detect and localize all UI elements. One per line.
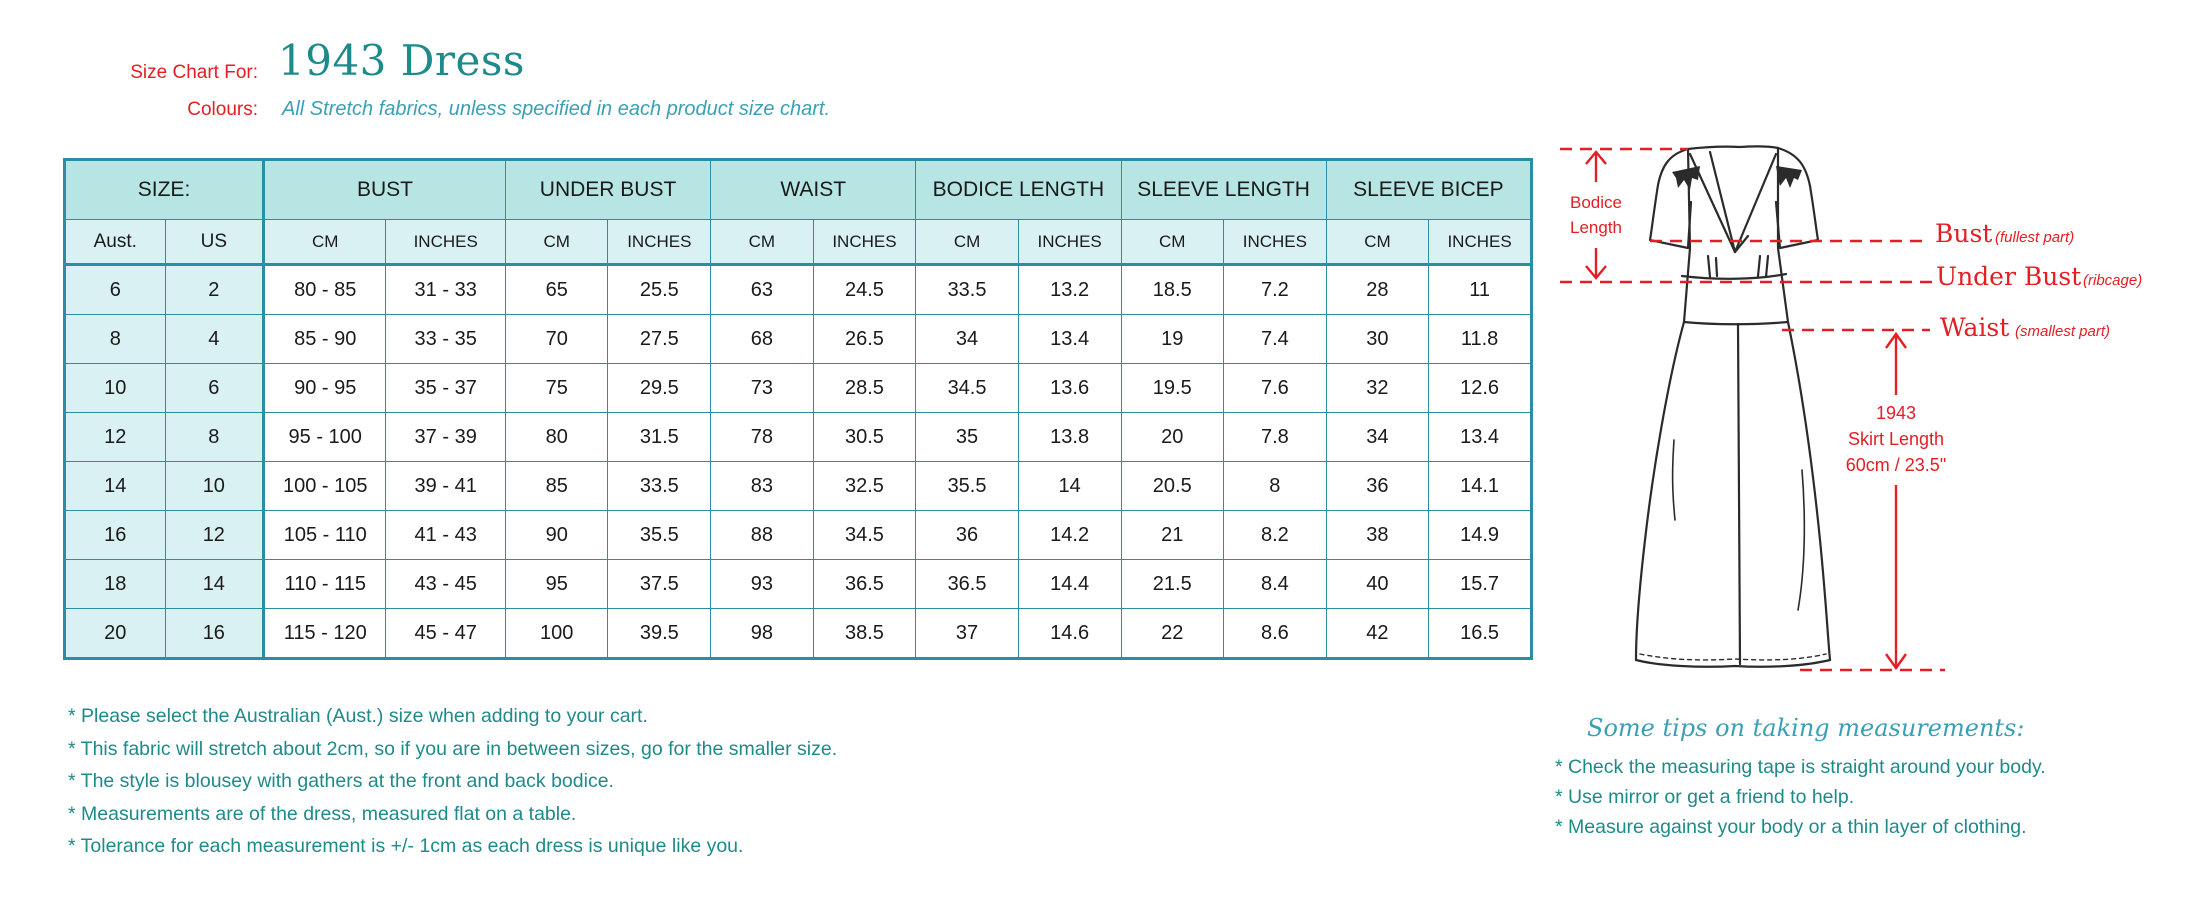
table-cell: 28: [1326, 265, 1428, 315]
size-table-body: [65, 265, 1532, 659]
table-row: [65, 315, 1532, 364]
size-aust-cell: 12: [65, 413, 166, 462]
dress-illustration: [1636, 146, 1830, 666]
table-cell: 100 - 105: [264, 462, 386, 511]
table-row: [65, 560, 1532, 609]
table-cell: 35.5: [608, 511, 711, 560]
table-cell: 43 - 45: [386, 560, 506, 609]
colours-value: All Stretch fabrics, unless specified in each product size chart.: [282, 98, 831, 120]
notes-list: [68, 700, 837, 863]
table-cell: 36.5: [916, 560, 1019, 609]
table-cell: 14.9: [1429, 511, 1532, 560]
subheader-sleeve-bicep-inches: INCHES: [1429, 220, 1532, 265]
bodice-label-line1: Bodice: [1570, 193, 1622, 212]
table-cell: 16.5: [1429, 609, 1532, 659]
size-aust-cell: 8: [65, 315, 166, 364]
table-cell: 32.5: [813, 462, 916, 511]
subheader-under-bust-inches: INCHES: [608, 220, 711, 265]
group-header-bodice-length: BODICE LENGTH: [916, 160, 1121, 220]
table-cell: 105 - 110: [264, 511, 386, 560]
table-cell: 14.4: [1018, 560, 1121, 609]
table-cell: 38: [1326, 511, 1428, 560]
table-cell: 95 - 100: [264, 413, 386, 462]
table-cell: 13.4: [1018, 315, 1121, 364]
table-cell: 36: [1326, 462, 1428, 511]
table-cell: 8: [1224, 462, 1327, 511]
size-chart-table: [63, 158, 1533, 660]
tips-title: Some tips on taking measurements:: [1587, 714, 2025, 742]
size-us-cell: 10: [165, 462, 263, 511]
table-cell: 31.5: [608, 413, 711, 462]
bodice-label-line2: Length: [1570, 218, 1622, 237]
table-cell: 78: [711, 413, 813, 462]
note-item: * Please select the Australian (Aust.) size when adding to your cart.: [68, 705, 648, 727]
table-cell: 14: [1018, 462, 1121, 511]
group-header-under-bust: UNDER BUST: [505, 160, 710, 220]
size-aust-cell: 6: [65, 265, 166, 315]
group-header-waist: WAIST: [711, 160, 916, 220]
subheader-us: US: [165, 220, 263, 265]
table-cell: 21.5: [1121, 560, 1224, 609]
table-group-header-row: [65, 160, 1532, 220]
table-cell: 85 - 90: [264, 315, 386, 364]
table-cell: 11.8: [1429, 315, 1532, 364]
table-cell: 19: [1121, 315, 1224, 364]
table-cell: 32: [1326, 364, 1428, 413]
subheader-sleeve-length-cm: CM: [1121, 220, 1224, 265]
table-cell: 93: [711, 560, 813, 609]
bust-note: (fullest part): [1995, 229, 2075, 246]
subheader-bust-cm: CM: [264, 220, 386, 265]
table-cell: 7.6: [1224, 364, 1327, 413]
table-row: [65, 364, 1532, 413]
table-cell: 80: [505, 413, 607, 462]
table-cell: 25.5: [608, 265, 711, 315]
table-cell: 24.5: [813, 265, 916, 315]
table-cell: 31 - 33: [386, 265, 506, 315]
table-cell: 34.5: [813, 511, 916, 560]
note-item: * The style is blousey with gathers at the front and back bodice.: [68, 770, 614, 792]
size-us-cell: 8: [165, 413, 263, 462]
size-aust-cell: 18: [65, 560, 166, 609]
product-title: 1943 Dress: [278, 36, 525, 85]
table-cell: 95: [505, 560, 607, 609]
subheader-bust-inches: INCHES: [386, 220, 506, 265]
table-cell: 63: [711, 265, 813, 315]
table-cell: 110 - 115: [264, 560, 386, 609]
subheader-sleeve-bicep-cm: CM: [1326, 220, 1428, 265]
size-aust-cell: 16: [65, 511, 166, 560]
table-cell: 28.5: [813, 364, 916, 413]
size-us-cell: 12: [165, 511, 263, 560]
group-header-sleeve-bicep: SLEEVE BICEP: [1326, 160, 1531, 220]
table-cell: 73: [711, 364, 813, 413]
table-cell: 88: [711, 511, 813, 560]
note-item: * Tolerance for each measurement is +/- 1cm as each dress is unique like you.: [68, 835, 744, 857]
subheader-under-bust-cm: CM: [505, 220, 607, 265]
size-us-cell: 14: [165, 560, 263, 609]
table-subheader-row: [65, 220, 1532, 265]
table-cell: 7.4: [1224, 315, 1327, 364]
tip-item: * Check the measuring tape is straight around your body.: [1555, 756, 2046, 778]
table-cell: 83: [711, 462, 813, 511]
table-cell: 30.5: [813, 413, 916, 462]
table-cell: 115 - 120: [264, 609, 386, 659]
table-cell: 41 - 43: [386, 511, 506, 560]
bust-label: Bust: [1935, 219, 1993, 248]
skirt-label-line3: 60cm / 23.5": [1845, 455, 1947, 475]
table-cell: 35.5: [916, 462, 1019, 511]
table-cell: 8.2: [1224, 511, 1327, 560]
table-cell: 14.1: [1429, 462, 1532, 511]
table-cell: 98: [711, 609, 813, 659]
table-cell: 20: [1121, 413, 1224, 462]
table-cell: 70: [505, 315, 607, 364]
group-header-bust: BUST: [264, 160, 506, 220]
table-cell: 18.5: [1121, 265, 1224, 315]
table-cell: 33 - 35: [386, 315, 506, 364]
table-cell: 35 - 37: [386, 364, 506, 413]
table-cell: 90 - 95: [264, 364, 386, 413]
table-cell: 15.7: [1429, 560, 1532, 609]
table-cell: 13.2: [1018, 265, 1121, 315]
table-row: [65, 609, 1532, 659]
colours-label: Colours:: [187, 99, 258, 120]
table-cell: 7.8: [1224, 413, 1327, 462]
table-cell: 22: [1121, 609, 1224, 659]
table-cell: 29.5: [608, 364, 711, 413]
size-us-cell: 2: [165, 265, 263, 315]
table-cell: 37.5: [608, 560, 711, 609]
measurement-labels: [1570, 193, 2142, 475]
subheader-aust: Aust.: [65, 220, 166, 265]
size-us-cell: 16: [165, 609, 263, 659]
tip-item: * Measure against your body or a thin layer of clothing.: [1555, 816, 2027, 838]
table-cell: 35: [916, 413, 1019, 462]
table-cell: 19.5: [1121, 364, 1224, 413]
table-cell: 80 - 85: [264, 265, 386, 315]
size-chart-label: Size Chart For:: [130, 62, 258, 83]
table-cell: 34.5: [916, 364, 1019, 413]
table-cell: 39 - 41: [386, 462, 506, 511]
table-cell: 40: [1326, 560, 1428, 609]
group-header-size: SIZE:: [65, 160, 264, 220]
note-item: * This fabric will stretch about 2cm, so if you are in between sizes, go for the smaller size.: [68, 737, 838, 760]
table-cell: 11: [1429, 265, 1532, 315]
table-row: [65, 413, 1532, 462]
skirt-label-line2: Skirt Length: [1847, 429, 1945, 449]
size-aust-cell: 14: [65, 462, 166, 511]
table-cell: 27.5: [608, 315, 711, 364]
table-cell: 26.5: [813, 315, 916, 364]
table-cell: 8.4: [1224, 560, 1327, 609]
waist-note: (smallest part): [2015, 323, 2111, 340]
table-cell: 85: [505, 462, 607, 511]
table-cell: 14.2: [1018, 511, 1121, 560]
group-header-sleeve-length: SLEEVE LENGTH: [1121, 160, 1326, 220]
table-cell: 7.2: [1224, 265, 1327, 315]
table-cell: 37 - 39: [386, 413, 506, 462]
table-cell: 12.6: [1429, 364, 1532, 413]
table-row: [65, 511, 1532, 560]
dress-measurement-diagram: [1550, 140, 2200, 685]
table-cell: 21: [1121, 511, 1224, 560]
measurement-tips: [1555, 714, 2046, 842]
size-aust-cell: 10: [65, 364, 166, 413]
table-cell: 65: [505, 265, 607, 315]
table-cell: 36.5: [813, 560, 916, 609]
table-cell: 38.5: [813, 609, 916, 659]
size-aust-cell: 20: [65, 609, 166, 659]
table-cell: 13.8: [1018, 413, 1121, 462]
under-bust-note: (ribcage): [2083, 272, 2143, 289]
table-cell: 8.6: [1224, 609, 1327, 659]
shoulder-gather-detail: [1672, 166, 1802, 190]
waist-label: Waist: [1940, 313, 2010, 342]
subheader-waist-inches: INCHES: [813, 220, 916, 265]
skirt-label-line1: 1943: [1875, 403, 1917, 423]
table-cell: 34: [1326, 413, 1428, 462]
table-row: [65, 462, 1532, 511]
subheader-bodice-cm: CM: [916, 220, 1019, 265]
table-cell: 33.5: [916, 265, 1019, 315]
table-cell: 75: [505, 364, 607, 413]
subheader-waist-cm: CM: [711, 220, 813, 265]
table-cell: 100: [505, 609, 607, 659]
size-us-cell: 4: [165, 315, 263, 364]
subheader-bodice-inches: INCHES: [1018, 220, 1121, 265]
table-row: [65, 265, 1532, 315]
table-cell: 68: [711, 315, 813, 364]
size-us-cell: 6: [165, 364, 263, 413]
table-cell: 30: [1326, 315, 1428, 364]
table-cell: 36: [916, 511, 1019, 560]
table-cell: 42: [1326, 609, 1428, 659]
under-bust-label: Under Bust: [1936, 262, 2082, 291]
table-cell: 13.6: [1018, 364, 1121, 413]
table-cell: 33.5: [608, 462, 711, 511]
table-cell: 37: [916, 609, 1019, 659]
tip-item: * Use mirror or get a friend to help.: [1555, 786, 1855, 808]
table-cell: 14.6: [1018, 609, 1121, 659]
table-cell: 13.4: [1429, 413, 1532, 462]
note-item: * Measurements are of the dress, measured flat on a table.: [68, 802, 577, 825]
table-cell: 34: [916, 315, 1019, 364]
table-cell: 20.5: [1121, 462, 1224, 511]
table-cell: 90: [505, 511, 607, 560]
subheader-sleeve-length-inches: INCHES: [1224, 220, 1327, 265]
table-cell: 39.5: [608, 609, 711, 659]
table-cell: 45 - 47: [386, 609, 506, 659]
